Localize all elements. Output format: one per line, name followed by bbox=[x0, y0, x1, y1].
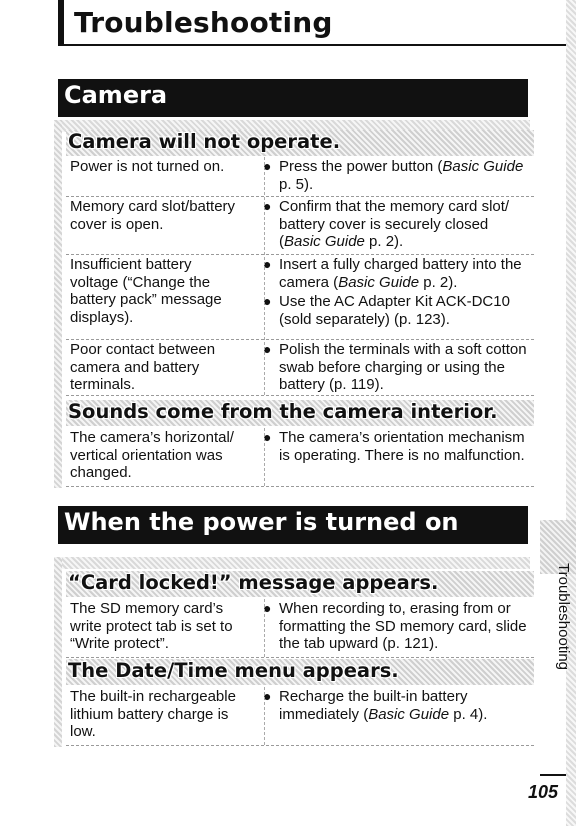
solution-item bbox=[263, 341, 533, 394]
solution-text: Press the power button ( bbox=[279, 158, 443, 175]
section-title: Camera bbox=[64, 81, 168, 109]
section-header-power-on bbox=[58, 506, 528, 544]
solution-list bbox=[263, 256, 533, 328]
solution-text: Polish the terminals with a soft cotton swab before charging or using the battery (p. 119). bbox=[279, 341, 527, 393]
solution-ref: Basic Guide bbox=[338, 273, 420, 291]
bullet-icon: ● bbox=[263, 429, 272, 445]
bullet-icon: ● bbox=[263, 158, 272, 174]
subheading-date-time-menu bbox=[66, 659, 534, 685]
section-title: When the power is turned on bbox=[64, 508, 459, 536]
solution-text: Confirm that the memory card slot/ battery cover is securely closed ( bbox=[279, 198, 510, 250]
subheading-text: Sounds come from the camera interior. bbox=[68, 400, 498, 423]
solution-text: Insert a fully charged battery into the camera ( bbox=[279, 256, 522, 291]
cause-text: The SD memory card’s write protect tab is set to “Write protect”. bbox=[70, 600, 233, 652]
solution-list bbox=[263, 600, 533, 653]
bullet-icon: ● bbox=[263, 256, 272, 272]
solution-list bbox=[263, 341, 533, 394]
column-divider bbox=[264, 687, 265, 745]
subheading-sounds-from-interior bbox=[66, 400, 534, 426]
table-row bbox=[66, 157, 534, 197]
table-row bbox=[66, 255, 534, 340]
solution-list bbox=[263, 688, 533, 723]
solution-item bbox=[263, 158, 533, 193]
subheading-camera-will-not-operate bbox=[66, 130, 534, 156]
page-number-rule bbox=[540, 774, 566, 776]
subheading-card-locked bbox=[66, 571, 534, 597]
page-edge-pattern bbox=[566, 0, 576, 826]
bullet-icon: ● bbox=[263, 293, 272, 309]
panel-left-pattern bbox=[54, 120, 62, 488]
solution-text: p. 2). bbox=[419, 273, 458, 291]
title-accent-bar bbox=[58, 0, 64, 45]
solution-list bbox=[263, 158, 533, 193]
cause-text: Insufficient battery voltage (“Change the battery pack” message displays). bbox=[70, 256, 222, 326]
panel-top-pattern bbox=[54, 557, 530, 569]
solution-item bbox=[263, 429, 533, 464]
solution-text: The camera’s orientation mechanism is operating. There is no malfunction. bbox=[279, 429, 525, 464]
section-header-camera bbox=[58, 79, 528, 117]
solution-item bbox=[263, 688, 533, 723]
solution-list bbox=[263, 198, 533, 251]
bullet-icon: ● bbox=[263, 341, 272, 357]
subheading-text: “Card locked!” message appears. bbox=[68, 571, 439, 594]
cause-text: Power is not turned on. bbox=[70, 158, 225, 175]
bullet-icon: ● bbox=[263, 600, 272, 616]
solution-text: p. 4). bbox=[449, 705, 488, 723]
table-row bbox=[66, 599, 534, 658]
title-rule bbox=[58, 44, 566, 46]
side-tab-label bbox=[538, 555, 576, 675]
solution-text: p. 2). bbox=[364, 233, 404, 250]
page-number: 105 bbox=[528, 782, 559, 802]
table-row bbox=[66, 340, 534, 396]
solution-list bbox=[263, 429, 533, 464]
table-row bbox=[66, 197, 534, 255]
solution-ref: Basic Guide bbox=[442, 158, 524, 175]
solution-text: Use the AC Adapter Kit ACK-DC10 (sold separately) (p. 123). bbox=[279, 293, 510, 328]
cause-text: The built-in rechargeable lithium battery charge is low. bbox=[70, 688, 236, 740]
panel-left-pattern bbox=[54, 557, 62, 747]
camera-panel bbox=[54, 120, 534, 488]
power-on-panel bbox=[54, 557, 534, 747]
side-tab-text: Troubleshooting bbox=[555, 563, 572, 671]
solution-item bbox=[263, 198, 533, 251]
solution-item bbox=[263, 600, 533, 653]
column-divider bbox=[264, 428, 265, 486]
solution-ref: Basic Guide bbox=[368, 705, 450, 723]
cause-text: Poor contact between camera and battery terminals. bbox=[70, 341, 216, 393]
cause-text: Memory card slot/battery cover is open. bbox=[70, 198, 236, 233]
solution-ref: Basic Guide bbox=[284, 233, 365, 250]
solution-text: Recharge the built-in battery immediately ( bbox=[279, 688, 468, 723]
page-title: Troubleshooting bbox=[74, 6, 333, 39]
column-divider bbox=[264, 599, 265, 657]
solution-item bbox=[263, 256, 533, 291]
table-row bbox=[66, 687, 534, 746]
solution-text: When recording to, erasing from or formatting the SD memory card, slide the tab upward (p. 121). bbox=[279, 600, 527, 652]
subheading-text: The Date/Time menu appears. bbox=[68, 659, 399, 682]
column-divider bbox=[264, 157, 265, 395]
subheading-text: Camera will not operate. bbox=[68, 130, 341, 153]
cause-text: The camera’s horizontal/ vertical orientation was changed. bbox=[70, 429, 234, 481]
solution-text: p. 5). bbox=[279, 175, 314, 193]
bullet-icon: ● bbox=[263, 688, 272, 704]
bullet-icon: ● bbox=[263, 198, 272, 214]
solution-item bbox=[263, 293, 533, 328]
table-row bbox=[66, 428, 534, 487]
